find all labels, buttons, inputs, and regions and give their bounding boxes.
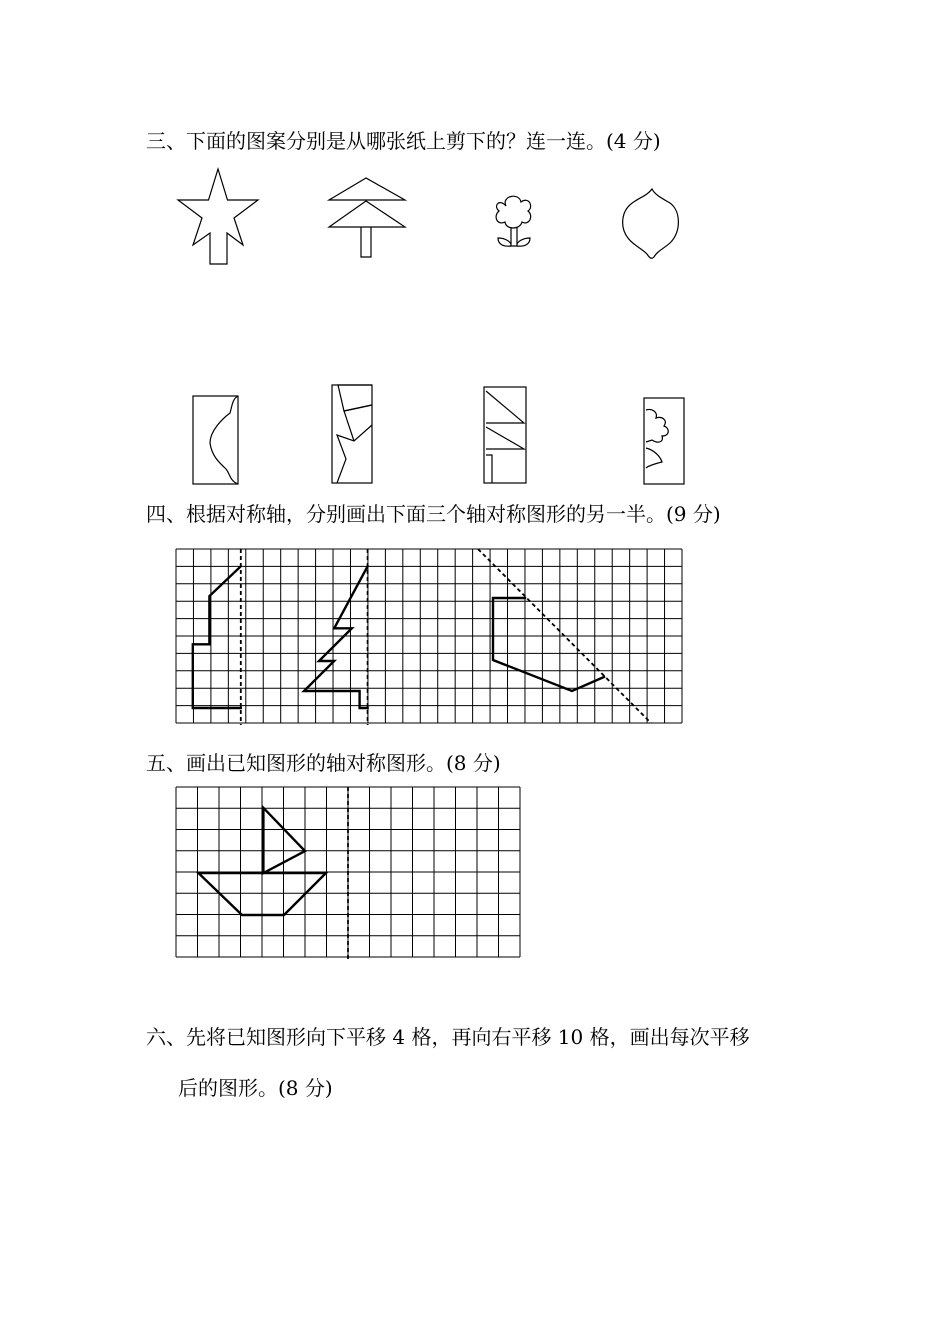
question-6-title-line-1: 六、先将已知图形向下平移 4 格，再向右平移 10 格，画出每次平移	[146, 1025, 750, 1049]
q4-figure-1	[193, 566, 241, 708]
q5-grid	[176, 787, 522, 959]
half-tree-paper-icon[interactable]	[478, 383, 538, 487]
question-3-title: 三、下面的图案分别是从哪张纸上剪下的？连一连。(4 分)	[146, 129, 661, 153]
q4-figure-2	[304, 566, 368, 708]
lemon-icon[interactable]	[615, 185, 690, 265]
question-5-title: 五、画出已知图形的轴对称图形。(8 分)	[146, 751, 501, 775]
flower-icon[interactable]	[486, 190, 546, 260]
q4-figure-3	[493, 598, 604, 691]
q4-grid	[176, 549, 684, 725]
question-4-title: 四、根据对称轴，分别画出下面三个轴对称图形的另一半。(9 分)	[146, 502, 721, 526]
q4-grid-lines	[176, 549, 682, 723]
tree-icon[interactable]	[318, 170, 418, 262]
half-lemon-paper-icon[interactable]	[186, 391, 246, 489]
question-6-title-line-2: 后的图形。(8 分)	[178, 1076, 333, 1100]
star-with-stem-icon[interactable]	[170, 163, 270, 269]
q5-sail	[263, 808, 305, 873]
half-flower-paper-icon[interactable]	[638, 392, 698, 490]
half-star-paper-icon[interactable]	[326, 379, 386, 487]
